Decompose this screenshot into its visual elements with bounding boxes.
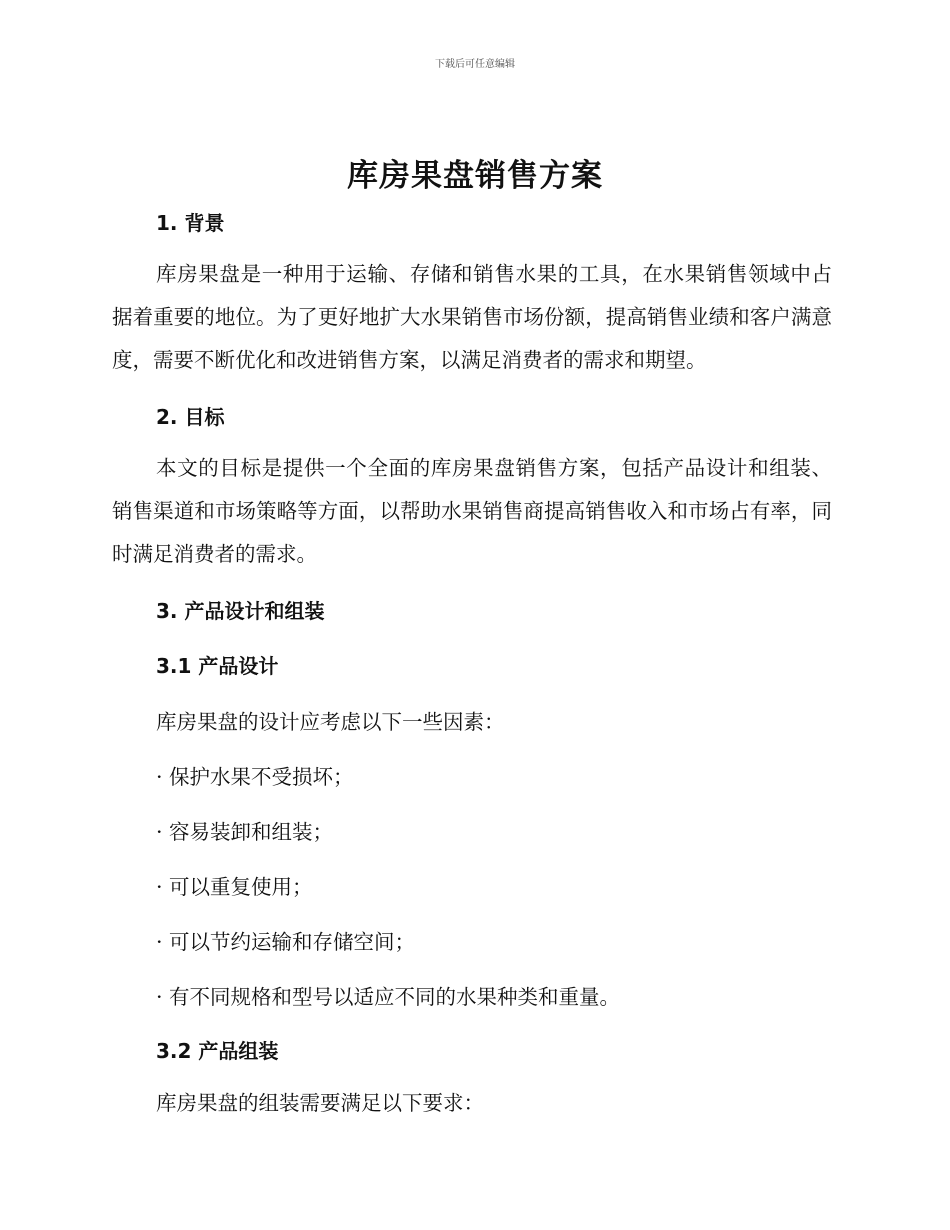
list-item: · 可以节约运输和存储空间； xyxy=(156,930,416,954)
list-item: · 有不同规格和型号以适应不同的水果种类和重量。 xyxy=(156,985,621,1009)
paragraph-background: 库房果盘是一种用于运输、存储和销售水果的工具，在水果销售领域中占据着重要的地位。为了更好地扩大水果销售市场份额，提高销售业绩和客户满意度，需要不断优化和改进销售方案，以满足消费者的需求和期望。 xyxy=(112,262,832,372)
section-heading-background: 1. 背景 xyxy=(156,211,225,235)
paragraph-goal: 本文的目标是提供一个全面的库房果盘销售方案，包括产品设计和组装、销售渠道和市场策略等方面，以帮助水果销售商提高销售收入和市场占有率，同时满足消费者的需求。 xyxy=(112,456,832,566)
subsection-heading-design: 3.1 产品设计 xyxy=(156,654,279,678)
subsection-heading-assembly: 3.2 产品组装 xyxy=(156,1039,279,1063)
list-item: · 可以重复使用； xyxy=(156,875,313,899)
assembly-intro: 库房果盘的组装需要满足以下要求： xyxy=(156,1091,484,1115)
design-intro: 库房果盘的设计应考虑以下一些因素： xyxy=(156,710,505,734)
section-heading-product: 3. 产品设计和组装 xyxy=(156,599,325,623)
list-item: · 容易装卸和组装； xyxy=(156,820,334,844)
section-heading-goal: 2. 目标 xyxy=(156,405,225,429)
document-title: 库房果盘销售方案 xyxy=(347,158,603,194)
header-note: 下载后可任意编辑 xyxy=(435,59,515,70)
list-item: · 保护水果不受损坏； xyxy=(156,765,354,789)
